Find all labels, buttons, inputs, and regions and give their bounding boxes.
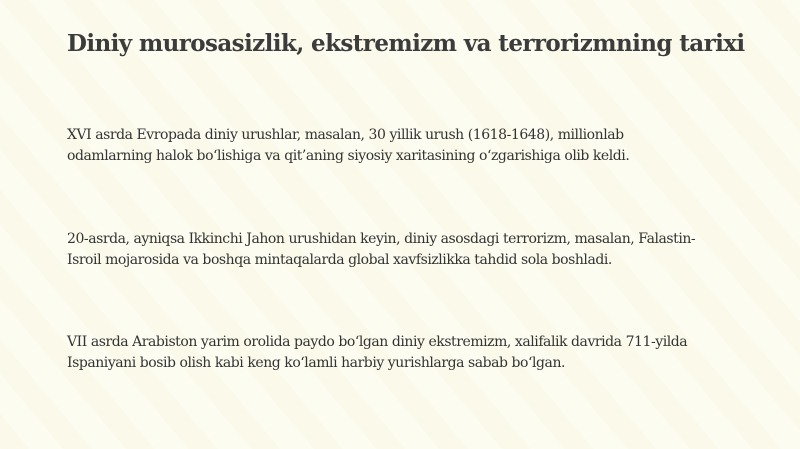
slide-title: Diniy murosasizlik, ekstremizm va terrorizmning tarixi — [67, 30, 745, 57]
paragraph-1 — [67, 125, 767, 167]
paragraph-2-line-2: Isroil mojarosida va boshqa mintaqalarda global xavfsizlikka tahdid sola boshladi. — [67, 252, 612, 268]
paragraph-1-line-1: XVI asrda Evropada diniy urushlar, masalan, 30 yillik urush (1618-1648), millionlab — [67, 127, 624, 143]
paragraph-1-line-2: odamlarning halok bo‘lishiga va qit’aning siyosiy xaritasining o‘zgarishiga olib keldi. — [67, 148, 630, 164]
paragraph-3 — [67, 332, 767, 374]
paragraph-2-line-1: 20-asrda, ayniqsa Ikkinchi Jahon urushidan keyin, diniy asosdagi terrorizm, masalan, Falastin- — [67, 231, 696, 247]
paragraph-3-line-2: Ispaniyani bosib olish kabi keng ko‘lamli harbiy yurishlarga sabab bo‘lgan. — [67, 355, 566, 371]
paragraph-3-line-1: VII asrda Arabiston yarim orolida paydo bo‘lgan diniy ekstremizm, xalifalik davrida 711-yilda — [67, 334, 688, 350]
paragraph-2 — [67, 229, 767, 271]
